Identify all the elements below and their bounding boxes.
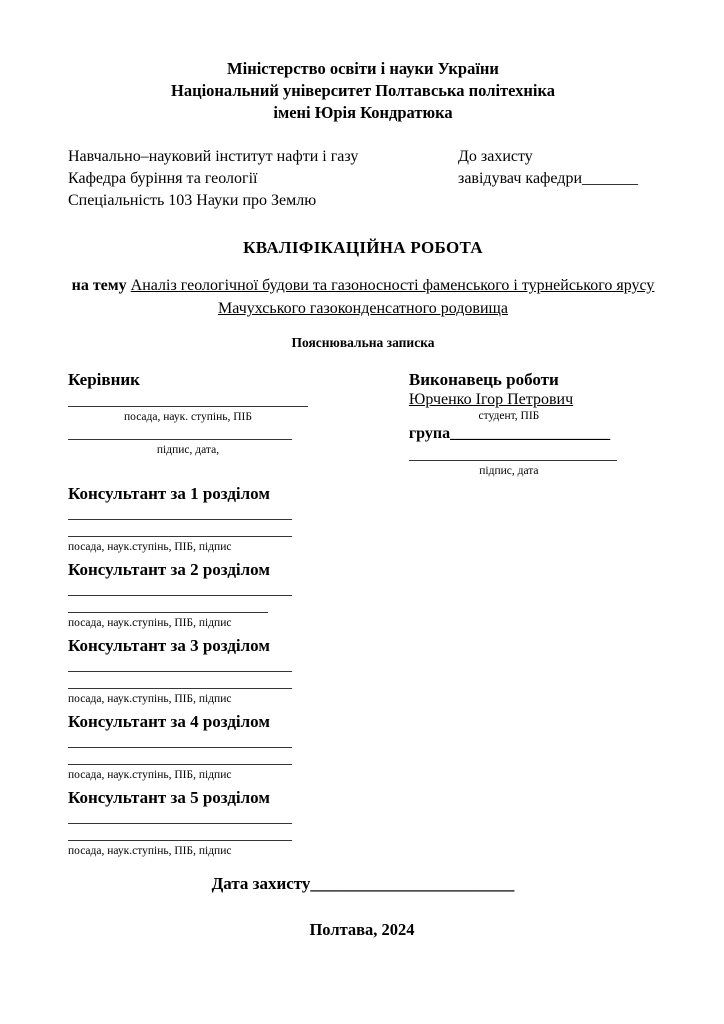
executor-label: Виконавець роботи [408,370,559,389]
university-line: Національний університет Полтавська політехніка [171,81,555,100]
consultant-blank-line: ____________________________ [68,522,292,539]
consultant-blank-line: ____________________________ [68,657,292,674]
topic-text: Аналіз геологічної будови та газоносності фаменського і турнейського ярусу Мачухського газоконденсатного родовища [130,277,655,317]
university-name-line: імені Юрія Кондратюка [273,103,453,122]
ministry-header [68,58,658,124]
defense-date-line: Дата захисту________________________ [211,874,515,893]
supervisor-block [68,369,367,478]
consultant-blank-line: ____________________________ [68,505,292,522]
consultant-caption: посада, наук.ступінь, ПІБ, підпис [68,541,232,553]
consultant-label: Консультант за 2 розділом [68,560,270,579]
consultant-caption: посада, наук.ступінь, ПІБ, підпис [68,845,232,857]
head-of-department-line: завідувач кафедри_______ [458,170,639,187]
consultant-label: Консультант за 5 розділом [68,788,270,807]
consultant-blank-line: ____________________________ [68,750,292,767]
group-blank: група____________________ [408,425,611,442]
executor-name: Юрченко Ігор Петрович [408,391,574,408]
consultant-blank-line: ____________________________ [68,733,292,750]
consultant-block-3 [68,635,658,706]
executor-signature-caption: підпис, дата [479,465,539,477]
consultant-label: Консультант за 1 розділом [68,484,270,503]
consultant-blank-line: ____________________________ [68,674,292,691]
explanatory-note-subtitle: Пояснювальна записка [291,335,435,350]
department-line: Кафедра буріння та геології [68,170,258,187]
institute-line: Навчально–науковий інститут нафти і газу [68,148,359,165]
supervisor-name-blank: ______________________________ [68,392,308,409]
consultant-caption: посада, наук.ступінь, ПІБ, підпис [68,693,232,705]
consultant-block-1 [68,483,658,554]
consultant-block-2 [68,559,658,630]
specialty-line: Спеціальність 103 Науки про Землю [68,192,317,209]
consultant-blank-line: ____________________________ [68,826,292,843]
consultant-label: Консультант за 3 розділом [68,636,270,655]
consultant-blank-line: ____________________________ [68,581,292,598]
city-year-footer: Полтава, 2024 [309,920,415,939]
supervisor-signature-caption: підпис, дата, [156,444,220,456]
approval-line: До захисту [458,148,533,165]
consultant-label: Консультант за 4 розділом [68,712,270,731]
signatures-section [68,369,658,478]
executor-signature-blank: __________________________ [408,446,617,463]
topic-paragraph [68,274,658,320]
consultant-blank-line: ____________________________ [68,809,292,826]
supervisor-signature-blank: ____________________________ [68,425,292,442]
approval-right-column [458,146,658,212]
institute-left-column [68,146,448,212]
supervisor-label: Керівник [68,370,140,389]
institute-block [68,146,658,212]
topic-label: на тему [71,277,127,294]
consultant-block-5 [68,787,658,858]
executor-name-caption: студент, ПІБ [478,410,540,422]
consultant-caption: посада, наук.ступінь, ПІБ, підпис [68,769,232,781]
work-title: КВАЛІФІКАЦІЙНА РОБОТА [243,238,483,257]
consultant-caption: посада, наук.ступінь, ПІБ, підпис [68,617,232,629]
consultant-block-4 [68,711,658,782]
consultant-blank-line: _________________________ [68,598,268,615]
executor-block [409,369,658,478]
ministry-line: Міністерство освіти і науки України [227,59,499,78]
supervisor-name-caption: посада, наук. ступінь, ПІБ [124,411,252,423]
